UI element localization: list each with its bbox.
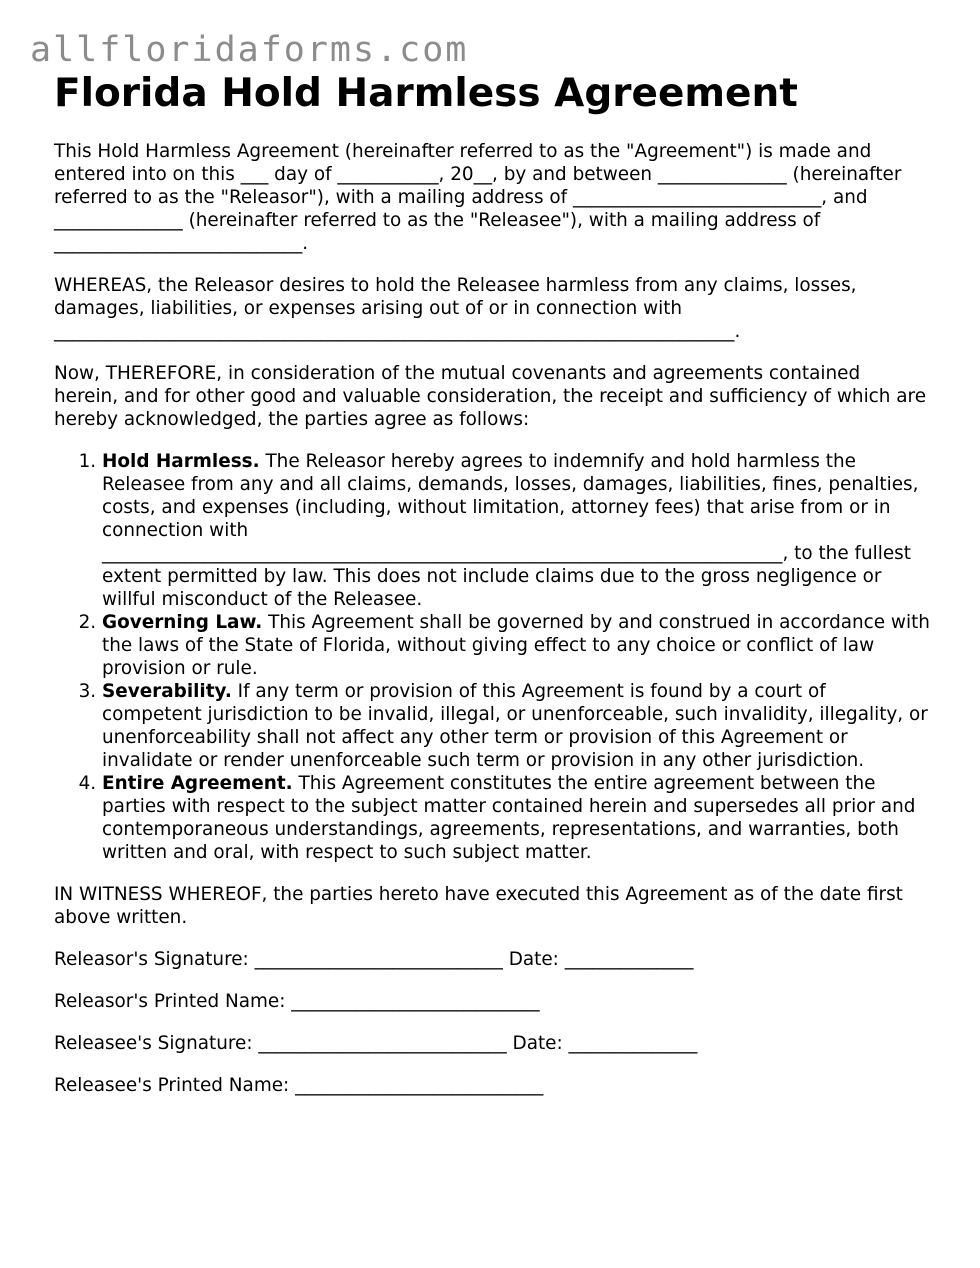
- whereas-paragraph: WHEREAS, the Releasor desires to hold the Releasee harmless from any claims, losses, damages, liabilities, or expenses arising out of or in connection with __________________________________________________________________________.: [54, 275, 857, 342]
- clause-severability: [102, 680, 930, 772]
- therefore-paragraph: Now, THEREFORE, in consideration of the mutual covenants and agreements contained herein, and for other good and valuable consideration, the receipt and sufficiency of which are hereby acknowledged, the parties agree as follows:: [54, 363, 927, 430]
- clause-entire-agreement: [102, 772, 930, 864]
- clause-heading: Entire Agreement.: [102, 773, 293, 794]
- intro-paragraph: This Hold Harmless Agreement (hereinafter referred to as the "Agreement") is made and entered into on this ___ day of ___________, 20__, by and between ______________ (hereinafter referred to as the "Releasor"), with a mailing address of ___________________________, and ______________ (hereinafter referred to as the "Releasee"), with a mailing address of ___________________________.: [54, 141, 902, 254]
- releasor-signature-line: Releasor's Signature: ___________________________ Date: ______________: [54, 949, 694, 970]
- releasee-signature-line: Releasee's Signature: ___________________________ Date: ______________: [54, 1033, 698, 1054]
- document-page: [54, 70, 930, 1097]
- clause-governing-law: [102, 611, 930, 680]
- clause-text: The Releasor hereby agrees to indemnify and hold harmless the Releasee from any and all claims, demands, losses, damages, liabilities, fines, penalties, costs, and expenses (including, without limitation, attorney fees) that arise from or in connection with __________________________________________________________________________, to the fullest extent permitted by law. This does not include claims due to the gross negligence or willful misconduct of the Releasee.: [102, 451, 919, 610]
- clause-text: This Agreement shall be governed by and construed in accordance with the laws of the State of Florida, without giving effect to any choice or conflict of law provision or rule.: [102, 612, 930, 679]
- clause-heading: Hold Harmless.: [102, 451, 260, 472]
- watermark: allfloridaforms.com: [30, 30, 469, 70]
- clause-text: If any term or provision of this Agreement is found by a court of competent jurisdiction to be invalid, illegal, or unenforceable, such invalidity, illegality, or unenforceability shall not affect any other term or provision of this Agreement or invalidate or render unenforceable such term or provision in any other jurisdiction.: [102, 681, 928, 771]
- releasor-printed-name-line: Releasor's Printed Name: ___________________________: [54, 991, 540, 1012]
- clause-heading: Severability.: [102, 681, 232, 702]
- clause-list: [54, 450, 930, 864]
- releasee-printed-name-line: Releasee's Printed Name: ___________________________: [54, 1075, 544, 1096]
- clause-text: This Agreement constitutes the entire agreement between the parties with respect to the subject matter contained herein and supersedes all prior and contemporaneous understandings, agreements, representations, and warranties, both written and oral, with respect to such subject matter.: [102, 773, 916, 863]
- witness-paragraph: IN WITNESS WHEREOF, the parties hereto have executed this Agreement as of the date first above written.: [54, 884, 903, 928]
- document-title: Florida Hold Harmless Agreement: [54, 71, 798, 116]
- clause-hold-harmless: [102, 450, 930, 611]
- clause-heading: Governing Law.: [102, 612, 263, 633]
